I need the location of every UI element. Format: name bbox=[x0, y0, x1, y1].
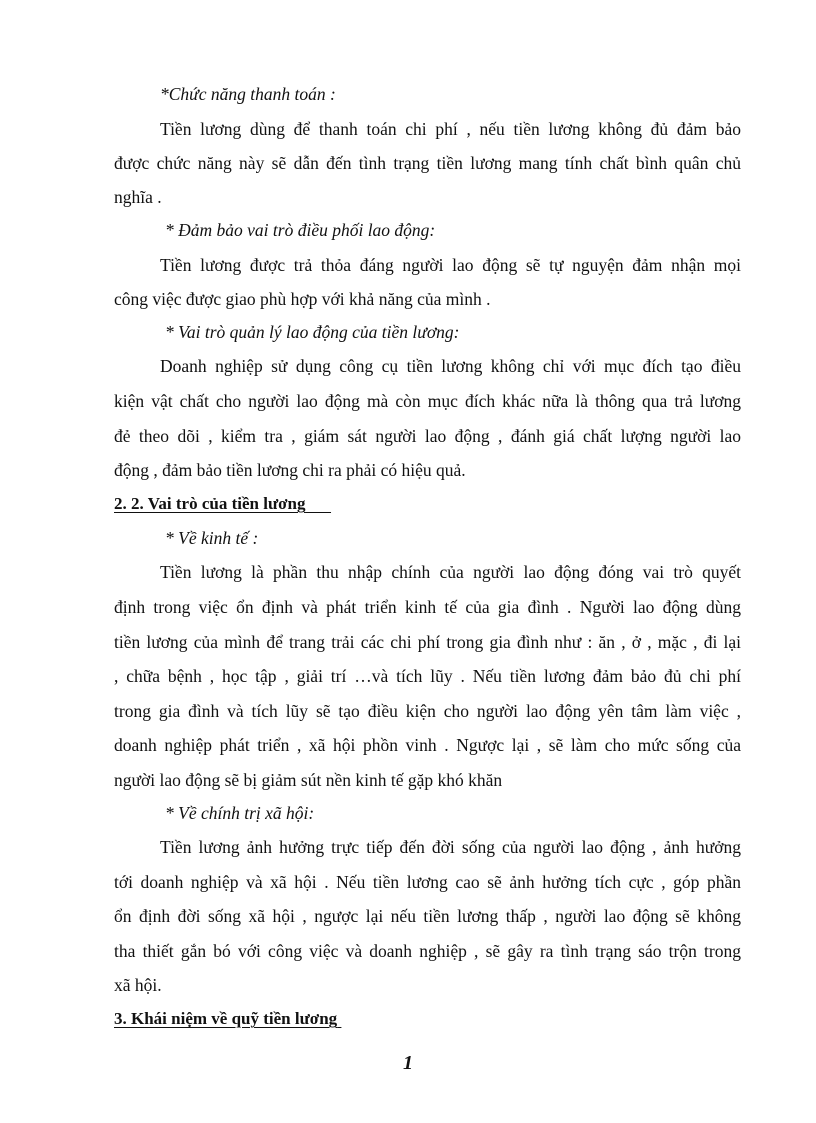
subheading-labor-management: * Vai trò quản lý lao động của tiền lương: bbox=[165, 322, 460, 342]
subheading-economic: * Về kinh tế : bbox=[165, 528, 259, 548]
paragraph-line: được chức năng này sẽ dẫn đến tình trạng tiền lương mang tính chất bình quân chủ bbox=[114, 153, 741, 173]
paragraph-line: định trong việc ổn định và phát triển kinh tế của gia đình . Người lao động dùng bbox=[114, 597, 741, 617]
page-number: 1 bbox=[403, 1052, 413, 1074]
paragraph-line: tới doanh nghiệp và xã hội . Nếu tiền lương cao sẽ ảnh hưởng tích cực , góp phần bbox=[114, 872, 741, 892]
paragraph-line: tiền lương của mình để trang trải các chi phí trong gia đình như : ăn , ở , mặc , đi lại bbox=[114, 632, 741, 652]
paragraph-line: , chữa bệnh , học tập , giải trí …và tích lũy . Nếu tiền lương đảm bảo đủ chi phí bbox=[114, 666, 741, 686]
section-heading-role-of-wages: 2. 2. Vai trò của tiền lương bbox=[114, 494, 306, 513]
paragraph-line: người lao động sẽ bị giảm sút nền kinh tế gặp khó khăn bbox=[114, 770, 503, 790]
paragraph-line: Tiền lương được trả thỏa đáng người lao động sẽ tự nguyện đảm nhận mọi bbox=[160, 255, 741, 275]
paragraph-line: tha thiết gắn bó với công việc và doanh nghiệp , sẽ gây ra tình trạng sáo trộn trong bbox=[114, 941, 741, 961]
subheading-labor-coordination: * Đảm bảo vai trò điều phối lao động: bbox=[165, 220, 436, 240]
subheading-socio-political: * Về chính trị xã hội: bbox=[165, 803, 315, 823]
paragraph-line: trong gia đình và tích lũy sẽ tạo điều kiện cho người lao động yên tâm làm việc , bbox=[114, 701, 741, 721]
paragraph-line: nghĩa . bbox=[114, 187, 162, 207]
paragraph-line: doanh nghiệp phát triển , xã hội phồn vinh . Ngược lại , sẽ làm cho mức sống của bbox=[114, 735, 741, 755]
paragraph-line: động , đảm bảo tiền lương chi ra phải có hiệu quả. bbox=[114, 460, 466, 480]
paragraph-line: kiện vật chất cho người lao động mà còn mục đích khác nữa là thông qua trả lương bbox=[114, 391, 741, 411]
paragraph-line: Tiền lương dùng để thanh toán chi phí , nếu tiền lương không đủ đảm bảo bbox=[160, 119, 741, 139]
paragraph-line: công việc được giao phù hợp với khả năng của mình . bbox=[114, 289, 491, 309]
paragraph-line: Doanh nghiệp sử dụng công cụ tiền lương không chỉ với mục đích tạo điều bbox=[160, 356, 741, 376]
subheading-payment-function: *Chức năng thanh toán : bbox=[160, 84, 336, 104]
paragraph-line: đẻ theo dõi , kiểm tra , giám sát người lao động , đánh giá chất lượng người lao bbox=[114, 426, 741, 446]
section-heading-wage-fund: 3. Khái niệm về quỹ tiền lương bbox=[114, 1009, 338, 1028]
paragraph-line: xã hội. bbox=[114, 975, 162, 995]
paragraph-line: Tiền lương ảnh hưởng trực tiếp đến đời sống của người lao động , ảnh hưởng bbox=[160, 837, 741, 857]
paragraph-line: ổn định đời sống xã hội , ngược lại nếu tiền lương thấp , người lao động sẽ không bbox=[114, 906, 741, 926]
paragraph-line: Tiền lương là phần thu nhập chính của người lao động đóng vai trò quyết bbox=[160, 562, 741, 582]
